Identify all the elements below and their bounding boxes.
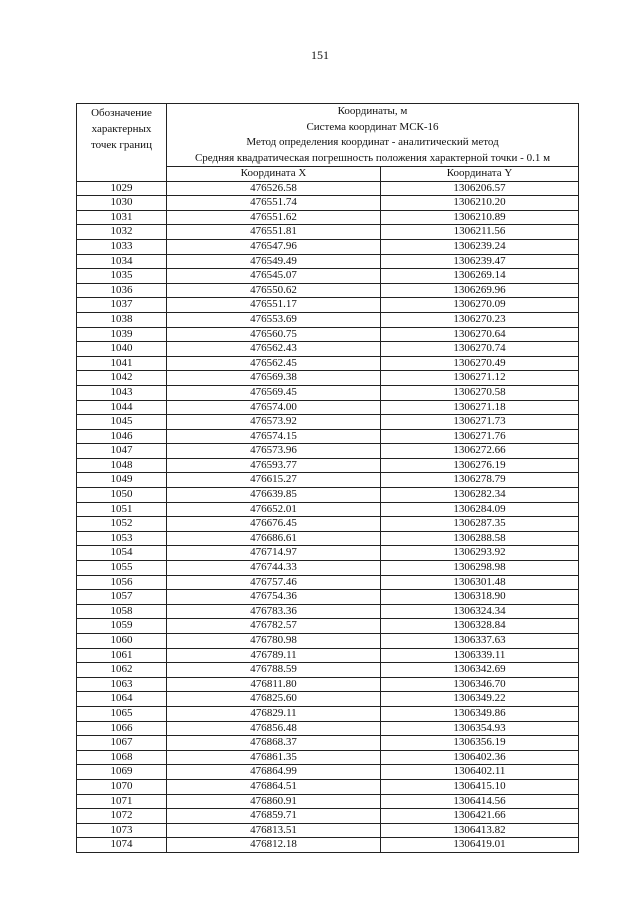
coord-x-cell: 476562.45: [167, 356, 381, 371]
table-row: [77, 458, 579, 473]
table-row: [77, 575, 579, 590]
point-id-cell: 1047: [77, 444, 167, 459]
table-row: [77, 298, 579, 313]
table-row: [77, 488, 579, 503]
coord-x-cell: 476744.33: [167, 561, 381, 576]
point-id-cell: 1043: [77, 385, 167, 400]
table-row: [77, 794, 579, 809]
coord-y-cell: 1306239.24: [381, 239, 579, 254]
point-id-cell: 1058: [77, 604, 167, 619]
coord-y-cell: 1306402.36: [381, 750, 579, 765]
point-id-cell: 1055: [77, 561, 167, 576]
table-row: [77, 327, 579, 342]
coord-x-cell: 476714.97: [167, 546, 381, 561]
point-id-cell: 1071: [77, 794, 167, 809]
coord-y-cell: 1306293.92: [381, 546, 579, 561]
coord-y-cell: 1306349.22: [381, 692, 579, 707]
coord-x-cell: 476754.36: [167, 590, 381, 605]
table-row: [77, 663, 579, 678]
coord-y-cell: 1306415.10: [381, 779, 579, 794]
coord-x-cell: 476549.49: [167, 254, 381, 269]
coord-x-cell: 476812.18: [167, 838, 381, 853]
coord-x-cell: 476789.11: [167, 648, 381, 663]
coord-x-cell: 476782.57: [167, 619, 381, 634]
point-id-cell: 1057: [77, 590, 167, 605]
table-row: [77, 312, 579, 327]
coord-y-cell: 1306421.66: [381, 809, 579, 824]
table-row: [77, 517, 579, 532]
table-row: [77, 779, 579, 794]
col-y-header: Координата Y: [381, 167, 579, 182]
table-body: [77, 181, 579, 852]
table-row: [77, 619, 579, 634]
coord-x-cell: 476593.77: [167, 458, 381, 473]
coord-x-cell: 476551.74: [167, 196, 381, 211]
coord-y-cell: 1306419.01: [381, 838, 579, 853]
coord-y-cell: 1306210.20: [381, 196, 579, 211]
coord-y-cell: 1306270.58: [381, 385, 579, 400]
point-id-cell: 1051: [77, 502, 167, 517]
coord-y-cell: 1306349.86: [381, 706, 579, 721]
point-id-cell: 1053: [77, 531, 167, 546]
table-row: [77, 415, 579, 430]
coord-x-cell: 476652.01: [167, 502, 381, 517]
point-id-cell: 1060: [77, 634, 167, 649]
coord-y-cell: 1306354.93: [381, 721, 579, 736]
point-id-cell: 1067: [77, 736, 167, 751]
coord-x-cell: 476859.71: [167, 809, 381, 824]
table-row: [77, 809, 579, 824]
coord-y-cell: 1306211.56: [381, 225, 579, 240]
point-label-line: характерных: [91, 123, 152, 135]
point-designation-header: [77, 104, 167, 182]
point-id-cell: 1064: [77, 692, 167, 707]
point-id-cell: 1073: [77, 823, 167, 838]
coord-y-cell: 1306414.56: [381, 794, 579, 809]
coord-x-cell: 476757.46: [167, 575, 381, 590]
coord-x-cell: 476860.91: [167, 794, 381, 809]
coord-x-cell: 476811.80: [167, 677, 381, 692]
table-row: [77, 239, 579, 254]
coord-y-cell: 1306298.98: [381, 561, 579, 576]
coord-x-cell: 476560.75: [167, 327, 381, 342]
coord-y-cell: 1306206.57: [381, 181, 579, 196]
table-row: [77, 823, 579, 838]
table-row: [77, 429, 579, 444]
coord-y-cell: 1306301.48: [381, 575, 579, 590]
coord-y-cell: 1306288.58: [381, 531, 579, 546]
coord-y-cell: 1306278.79: [381, 473, 579, 488]
table-row: [77, 210, 579, 225]
table-header: [77, 104, 579, 182]
coord-x-cell: 476864.99: [167, 765, 381, 780]
coord-y-cell: 1306270.09: [381, 298, 579, 313]
table-row: [77, 444, 579, 459]
coord-y-cell: 1306342.69: [381, 663, 579, 678]
coordinates-table: [76, 103, 579, 853]
coord-y-cell: 1306271.73: [381, 415, 579, 430]
point-id-cell: 1050: [77, 488, 167, 503]
page-number: 151: [311, 48, 329, 62]
coord-x-cell: 476550.62: [167, 283, 381, 298]
point-label-line: Обозначение: [91, 107, 152, 119]
coord-x-cell: 476545.07: [167, 269, 381, 284]
table-row: [77, 356, 579, 371]
table-row: [77, 225, 579, 240]
coord-x-cell: 476783.36: [167, 604, 381, 619]
table-row: [77, 400, 579, 415]
point-id-cell: 1040: [77, 342, 167, 357]
coordinates-meta-header: [167, 104, 579, 167]
point-id-cell: 1069: [77, 765, 167, 780]
table-row: [77, 590, 579, 605]
point-id-cell: 1037: [77, 298, 167, 313]
point-id-cell: 1035: [77, 269, 167, 284]
point-id-cell: 1041: [77, 356, 167, 371]
table-row: [77, 604, 579, 619]
table-row: [77, 254, 579, 269]
col-x-header: Координата X: [167, 167, 381, 182]
point-id-cell: 1056: [77, 575, 167, 590]
table-row: [77, 692, 579, 707]
coord-y-cell: 1306339.11: [381, 648, 579, 663]
coord-y-cell: 1306287.35: [381, 517, 579, 532]
coord-x-cell: 476861.35: [167, 750, 381, 765]
point-id-cell: 1029: [77, 181, 167, 196]
point-id-cell: 1039: [77, 327, 167, 342]
coord-y-cell: 1306328.84: [381, 619, 579, 634]
coord-x-cell: 476868.37: [167, 736, 381, 751]
meta-line: Средняя квадратическая погрешность положения характерной точки - 0.1 м: [194, 151, 551, 164]
table-row: [77, 736, 579, 751]
point-id-cell: 1036: [77, 283, 167, 298]
coord-y-cell: 1306270.23: [381, 312, 579, 327]
coord-x-cell: 476788.59: [167, 663, 381, 678]
meta-line: Система координат МСК-16: [306, 120, 439, 133]
coord-x-cell: 476574.00: [167, 400, 381, 415]
point-id-cell: 1052: [77, 517, 167, 532]
table-row: [77, 283, 579, 298]
point-id-cell: 1074: [77, 838, 167, 853]
coord-y-cell: 1306413.82: [381, 823, 579, 838]
table-row: [77, 750, 579, 765]
table-row: [77, 838, 579, 853]
coord-y-cell: 1306346.70: [381, 677, 579, 692]
coord-x-cell: 476573.96: [167, 444, 381, 459]
coord-x-cell: 476562.43: [167, 342, 381, 357]
point-id-cell: 1044: [77, 400, 167, 415]
point-id-cell: 1038: [77, 312, 167, 327]
point-label-line: точек границ: [91, 139, 152, 151]
coord-y-cell: 1306270.74: [381, 342, 579, 357]
coord-x-cell: 476825.60: [167, 692, 381, 707]
table-row: [77, 721, 579, 736]
coord-x-cell: 476829.11: [167, 706, 381, 721]
coord-y-cell: 1306272.66: [381, 444, 579, 459]
coord-x-cell: 476615.27: [167, 473, 381, 488]
coord-x-cell: 476547.96: [167, 239, 381, 254]
point-id-cell: 1042: [77, 371, 167, 386]
point-id-cell: 1072: [77, 809, 167, 824]
table-row: [77, 502, 579, 517]
point-id-cell: 1046: [77, 429, 167, 444]
point-id-cell: 1062: [77, 663, 167, 678]
coord-y-cell: 1306284.09: [381, 502, 579, 517]
coord-x-cell: 476864.51: [167, 779, 381, 794]
table-row: [77, 634, 579, 649]
coord-y-cell: 1306324.34: [381, 604, 579, 619]
table-row: [77, 677, 579, 692]
coord-y-cell: 1306318.90: [381, 590, 579, 605]
coord-y-cell: 1306337.63: [381, 634, 579, 649]
coord-x-cell: 476553.69: [167, 312, 381, 327]
table-row: [77, 473, 579, 488]
coord-y-cell: 1306402.11: [381, 765, 579, 780]
coord-x-cell: 476574.15: [167, 429, 381, 444]
meta-line: Метод определения координат - аналитический метод: [246, 136, 499, 148]
point-id-cell: 1030: [77, 196, 167, 211]
point-id-cell: 1045: [77, 415, 167, 430]
table-row: [77, 706, 579, 721]
table-row: [77, 269, 579, 284]
coord-y-cell: 1306269.96: [381, 283, 579, 298]
coord-y-cell: 1306270.49: [381, 356, 579, 371]
coord-y-cell: 1306356.19: [381, 736, 579, 751]
table-row: [77, 561, 579, 576]
table-row: [77, 648, 579, 663]
coord-y-cell: 1306210.89: [381, 210, 579, 225]
table-row: [77, 765, 579, 780]
table-row: [77, 196, 579, 211]
coord-x-cell: 476551.81: [167, 225, 381, 240]
coord-y-cell: 1306270.64: [381, 327, 579, 342]
coord-y-cell: 1306271.12: [381, 371, 579, 386]
point-id-cell: 1049: [77, 473, 167, 488]
coord-x-cell: 476569.38: [167, 371, 381, 386]
point-id-cell: 1063: [77, 677, 167, 692]
coord-y-cell: 1306271.76: [381, 429, 579, 444]
table-row: [77, 546, 579, 561]
coord-x-cell: 476569.45: [167, 385, 381, 400]
table-row: [77, 181, 579, 196]
table-row: [77, 531, 579, 546]
point-id-cell: 1065: [77, 706, 167, 721]
meta-line: Координаты, м: [337, 105, 408, 117]
coord-x-cell: 476526.58: [167, 181, 381, 196]
coord-x-cell: 476813.51: [167, 823, 381, 838]
point-id-cell: 1032: [77, 225, 167, 240]
point-id-cell: 1068: [77, 750, 167, 765]
point-id-cell: 1048: [77, 458, 167, 473]
table-row: [77, 342, 579, 357]
coord-x-cell: 476573.92: [167, 415, 381, 430]
coord-x-cell: 476856.48: [167, 721, 381, 736]
coord-x-cell: 476551.17: [167, 298, 381, 313]
point-id-cell: 1033: [77, 239, 167, 254]
coord-x-cell: 476639.85: [167, 488, 381, 503]
coord-y-cell: 1306282.34: [381, 488, 579, 503]
coord-y-cell: 1306271.18: [381, 400, 579, 415]
coord-x-cell: 476686.61: [167, 531, 381, 546]
coord-x-cell: 476780.98: [167, 634, 381, 649]
table-row: [77, 385, 579, 400]
point-id-cell: 1054: [77, 546, 167, 561]
coord-x-cell: 476551.62: [167, 210, 381, 225]
point-id-cell: 1059: [77, 619, 167, 634]
coord-y-cell: 1306269.14: [381, 269, 579, 284]
point-id-cell: 1061: [77, 648, 167, 663]
point-id-cell: 1034: [77, 254, 167, 269]
table-row: [77, 371, 579, 386]
coord-x-cell: 476676.45: [167, 517, 381, 532]
coord-y-cell: 1306239.47: [381, 254, 579, 269]
point-id-cell: 1070: [77, 779, 167, 794]
point-id-cell: 1031: [77, 210, 167, 225]
point-id-cell: 1066: [77, 721, 167, 736]
coord-y-cell: 1306276.19: [381, 458, 579, 473]
